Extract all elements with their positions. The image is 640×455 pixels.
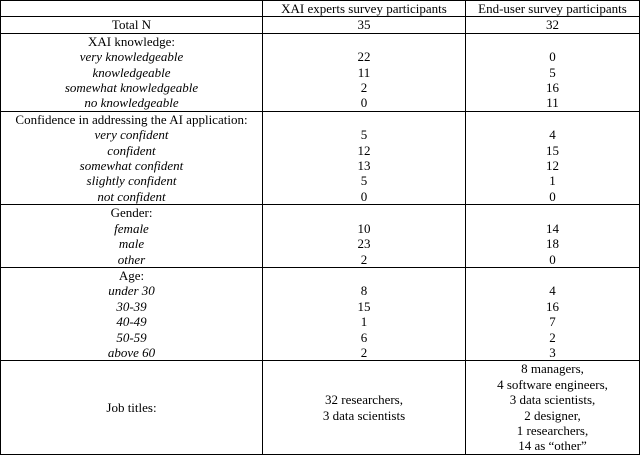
category-label: 30-39	[116, 298, 147, 314]
xai-count: 2	[360, 80, 368, 96]
xai-count: 23	[357, 236, 371, 252]
job-titles-label: Job titles:	[1, 361, 263, 454]
job-titles-xai	[263, 361, 466, 454]
total-xai: 35	[263, 17, 466, 33]
group-row	[1, 267, 640, 360]
end-user-count: 4	[549, 283, 556, 299]
total-label: Total N	[1, 17, 263, 33]
xai-count: 5	[360, 173, 368, 189]
group-title: Gender:	[110, 205, 153, 221]
xai-count: 11	[357, 64, 371, 80]
end-user-count: 12	[546, 158, 559, 174]
job-title-line: 8 managers,	[521, 361, 584, 377]
category-label: somewhat confident	[79, 158, 184, 174]
end-user-count: 1	[549, 173, 556, 189]
job-titles-end	[466, 361, 640, 454]
xai-count: 2	[360, 251, 368, 267]
job-title-line: 2 designer,	[524, 407, 581, 423]
group-end-values	[466, 33, 640, 111]
group-labels	[1, 205, 263, 268]
end-user-count: 16	[546, 80, 559, 96]
category-label: very knowledgeable	[79, 49, 184, 65]
xai-count: 1	[360, 314, 368, 330]
category-label: other	[117, 251, 146, 267]
end-user-count: 4	[549, 127, 556, 143]
job-title-line: 32 researchers,	[325, 392, 403, 408]
header-row	[1, 1, 640, 17]
category-label: under 30	[108, 283, 155, 299]
end-user-count: 15	[546, 142, 559, 158]
group-xai-values	[263, 267, 466, 360]
group-labels	[1, 267, 263, 360]
end-user-count: 5	[549, 64, 556, 80]
category-label: slightly confident	[86, 173, 177, 189]
end-user-count: 16	[546, 298, 559, 314]
job-title-line: 3 data scientists	[322, 407, 406, 423]
end-user-count: 14	[546, 220, 559, 236]
xai-count: 0	[360, 95, 368, 111]
group-row	[1, 205, 640, 268]
group-end-values	[466, 267, 640, 360]
end-user-count: 0	[549, 49, 556, 65]
xai-count: 0	[360, 188, 368, 204]
category-label: 50-59	[116, 329, 147, 345]
job-title-line: 14 as “other”	[518, 438, 587, 454]
group-xai-values	[263, 111, 466, 204]
job-titles-row	[1, 361, 640, 454]
end-user-count: 11	[546, 95, 559, 111]
group-end-values	[466, 205, 640, 268]
category-label: very confident	[94, 127, 169, 143]
group-labels	[1, 111, 263, 204]
category-label: confident	[107, 142, 156, 158]
job-title-line: 1 researchers,	[516, 422, 589, 438]
category-label: somewhat knowledgeable	[64, 80, 199, 96]
category-label: no knowledgeable	[84, 95, 179, 111]
group-row	[1, 111, 640, 204]
group-row	[1, 33, 640, 111]
xai-count: 2	[360, 344, 368, 360]
category-label: female	[114, 220, 149, 236]
xai-count: 15	[357, 298, 371, 314]
group-xai-values	[263, 205, 466, 268]
xai-count: 12	[357, 142, 371, 158]
end-user-count: 2	[549, 329, 556, 345]
total-row	[1, 17, 640, 33]
group-xai-values	[263, 33, 466, 111]
category-label: male	[118, 236, 145, 252]
group-title: Age:	[118, 267, 145, 283]
xai-count: 8	[360, 283, 368, 299]
xai-count: 5	[360, 127, 368, 143]
total-end: 32	[466, 17, 640, 33]
end-user-count: 0	[549, 188, 556, 204]
group-title: Confidence in addressing the AI application:	[15, 111, 248, 127]
category-label: above 60	[107, 344, 156, 360]
xai-count: 10	[357, 220, 371, 236]
xai-count: 13	[357, 158, 371, 174]
end-user-count: 18	[546, 236, 559, 252]
category-label: 40-49	[116, 314, 147, 330]
group-end-values	[466, 111, 640, 204]
group-title: XAI knowledge:	[87, 33, 175, 49]
header-xai-experts: XAI experts survey participants	[263, 1, 466, 17]
header-empty	[1, 1, 263, 17]
job-title-line: 4 software engineers,	[497, 376, 608, 392]
end-user-count: 7	[549, 314, 556, 330]
xai-count: 22	[357, 49, 371, 65]
group-labels	[1, 33, 263, 111]
job-title-line: 3 data scientists,	[509, 392, 596, 408]
category-label: not confident	[97, 188, 166, 204]
category-label: knowledgeable	[92, 64, 171, 80]
header-end-users: End-user survey participants	[466, 1, 640, 17]
end-user-count: 3	[549, 344, 556, 360]
end-user-count: 0	[549, 251, 556, 267]
xai-count: 6	[360, 329, 368, 345]
